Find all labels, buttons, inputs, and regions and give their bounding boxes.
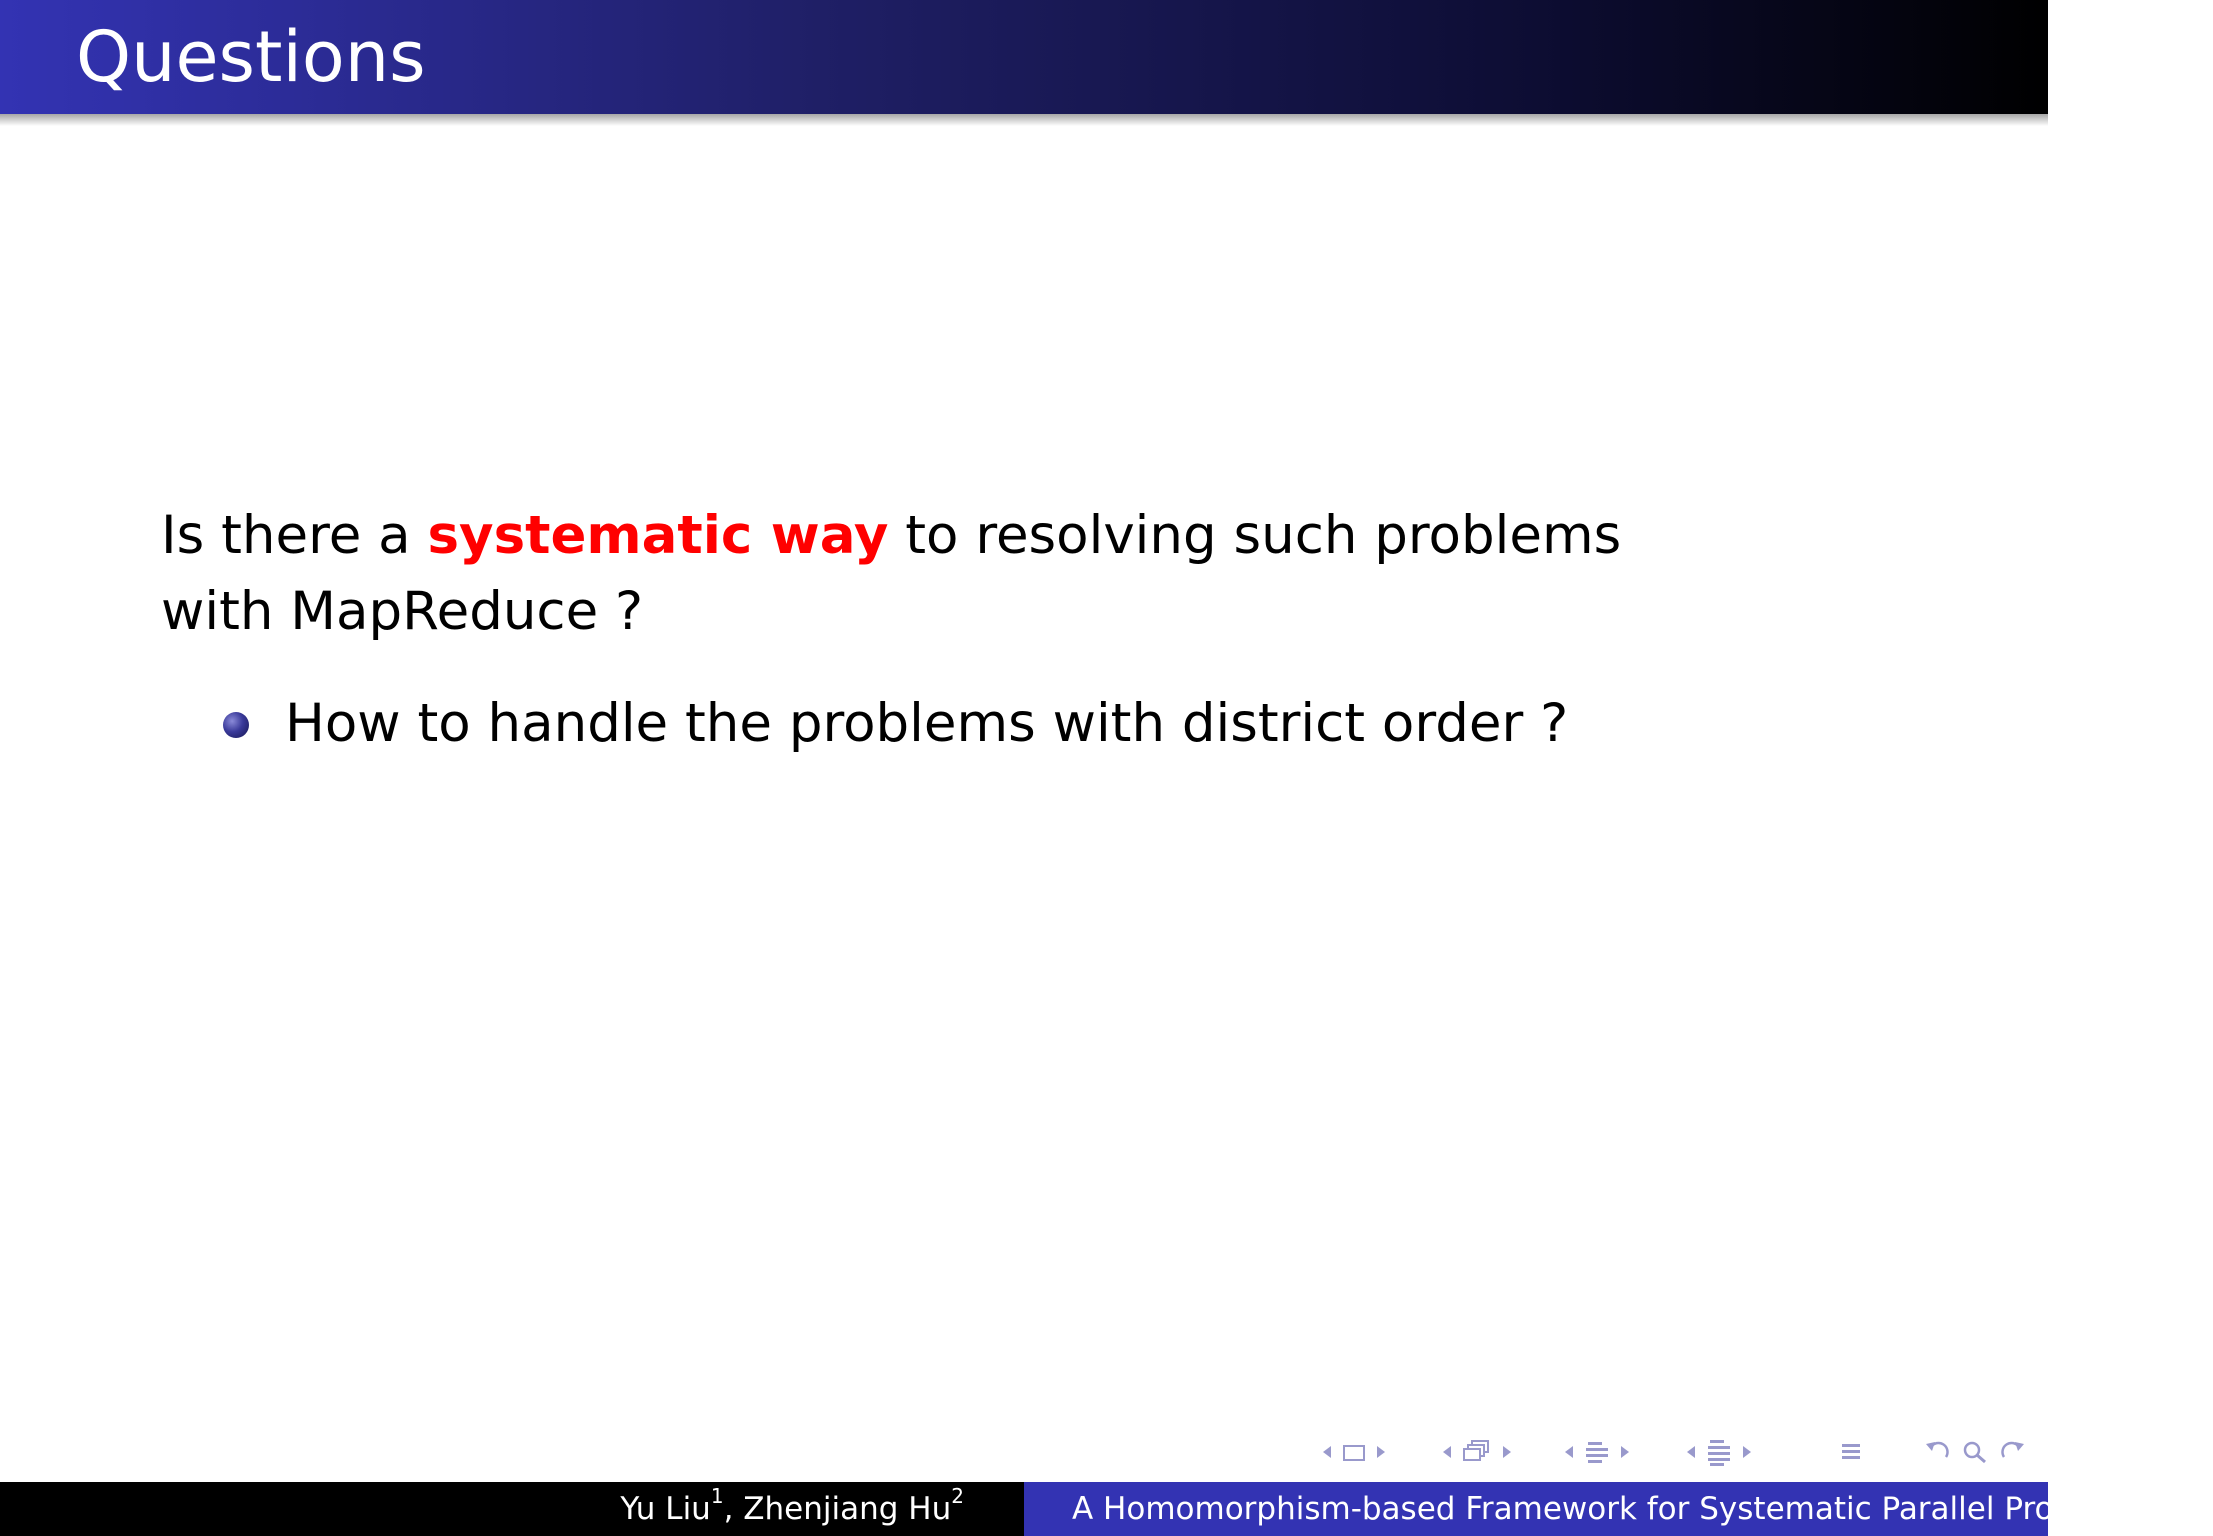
right-arrow-icon[interactable] (1740, 1436, 1754, 1468)
frame-title-bar (0, 0, 2048, 114)
footer (0, 1482, 2213, 1536)
navigation-bar (1310, 1436, 2030, 1468)
frame-title: Questions (76, 16, 426, 98)
subsection-icon[interactable] (1460, 1436, 1494, 1468)
document-icon[interactable] (1836, 1436, 1866, 1468)
footer-talk-title: A Homomorphism-based Framework for Systematic Parallel Programming (1024, 1482, 2048, 1536)
forward-icon[interactable] (1996, 1436, 2028, 1468)
left-arrow-icon[interactable] (1684, 1436, 1698, 1468)
right-arrow-icon[interactable] (1618, 1436, 1632, 1468)
right-arrow-icon[interactable] (1500, 1436, 1514, 1468)
search-icon[interactable] (1960, 1436, 1990, 1468)
presentation-icon[interactable] (1704, 1436, 1734, 1468)
frame-icon[interactable] (1340, 1436, 1368, 1468)
bullet-item (161, 686, 1721, 762)
author-name: Zhenjiang Hu (743, 1491, 952, 1527)
author-separator: , (723, 1491, 744, 1527)
section-icon[interactable] (1582, 1436, 1612, 1468)
left-arrow-icon[interactable] (1440, 1436, 1454, 1468)
question-text-end: to resolving such problems with MapReduce ? (161, 505, 1622, 642)
question-text-start: Is there a (161, 505, 428, 566)
question-emphasis: systematic way (427, 505, 889, 566)
bullet-text: How to handle the problems with district order ? (285, 693, 1569, 754)
author-name: Yu Liu (620, 1491, 711, 1527)
footer-authors (0, 1482, 1024, 1536)
left-arrow-icon[interactable] (1562, 1436, 1576, 1468)
left-arrow-icon[interactable] (1320, 1436, 1334, 1468)
author-affiliation: 2 (951, 1484, 964, 1508)
slide-content (161, 498, 1721, 762)
bullet-ball-icon (223, 712, 249, 738)
back-icon[interactable] (1922, 1436, 1954, 1468)
right-arrow-icon[interactable] (1374, 1436, 1388, 1468)
title-bar-shadow (0, 114, 2048, 126)
question-paragraph (161, 498, 1721, 650)
author-affiliation: 1 (710, 1484, 724, 1508)
